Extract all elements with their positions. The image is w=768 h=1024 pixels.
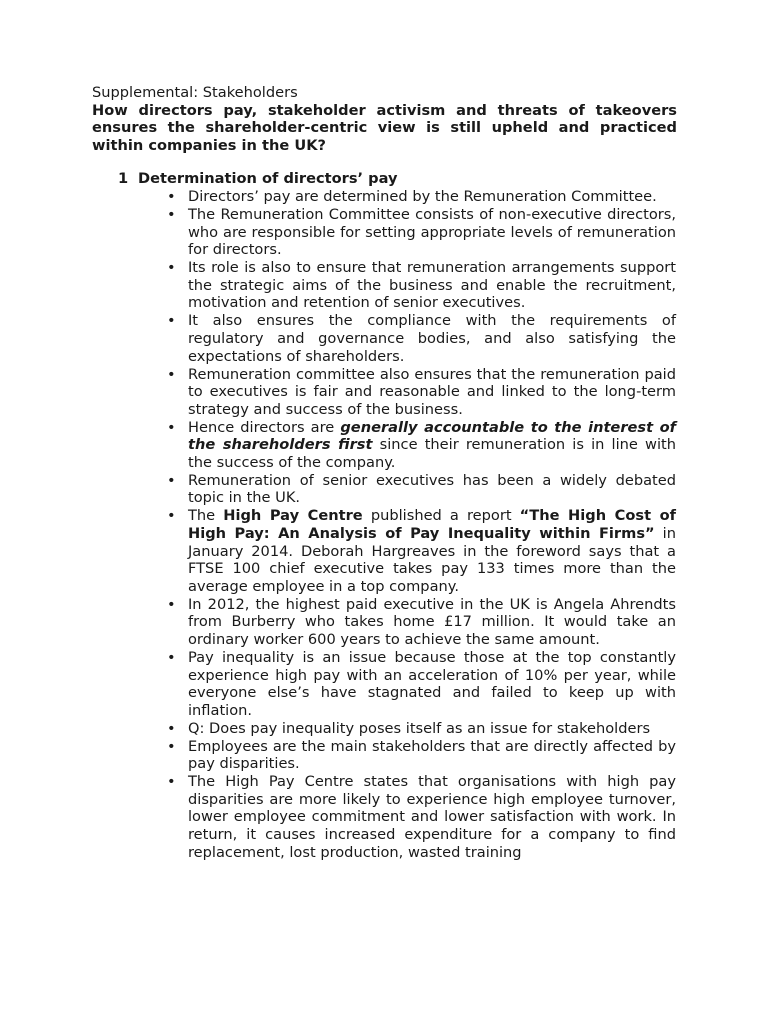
bullet-text: The High Pay Centre states that organisations with high pay disparities are more likely to experience high employee turnover, lower employee commitment and lower satisfaction with work. In return, it causes increased expenditure for a company to find replacement, lost production, wasted training: [188, 773, 676, 861]
list-item: [164, 419, 676, 472]
section-1: [118, 170, 678, 188]
section-title: Determination of directors’ pay: [138, 170, 398, 187]
bullet-list: [164, 188, 676, 862]
bullet-text: It also ensures the compliance with the requirements of regulatory and governance bodies, and also satisfying the expectations of shareholders.: [188, 312, 676, 365]
bullet-text-pre: Hence directors are: [188, 418, 341, 436]
list-item: [164, 649, 676, 719]
bullet-text: Remuneration committee also ensures that the remuneration paid to executives is fair and reasonable and linked to the long-term strategy and success of the business.: [188, 365, 676, 418]
list-item: [164, 206, 676, 259]
bullet-text: Its role is also to ensure that remuneration arrangements support the strategic aims of the business and enable the recruitment, motivation and retention of senior executives.: [188, 259, 676, 312]
organisation-name: High Pay Centre: [223, 507, 363, 525]
emphasis-text: generally accountable to the interest of the shareholders first: [188, 418, 676, 454]
bullet-icon: •: [167, 595, 176, 613]
bullet-icon: •: [167, 312, 176, 330]
bullet-text: The Remuneration Committee consists of non-executive directors, who are responsible for setting appropriate levels of remuneration for directors.: [188, 205, 676, 259]
bullet-icon: •: [167, 259, 176, 277]
list-item: [164, 720, 676, 738]
document-header: [92, 84, 677, 154]
bullet-text-pre: The: [188, 507, 224, 525]
list-item: [164, 366, 676, 419]
bullet-text: Pay inequality is an issue because those at the top constantly experience high pay with an acceleration of 10% per year, while everyone else’s have stagnated and failed to keep up with inflation.: [188, 648, 676, 719]
section-heading: [118, 170, 678, 188]
report-title: “The High Cost of High Pay: An Analysis of Pay Inequality within Firms”: [188, 507, 676, 543]
research-question: How directors pay, stakeholder activism and threats of takeovers ensures the shareholder-centric view is still upheld and practiced within companies in the UK?: [92, 101, 677, 154]
bullet-icon: •: [167, 418, 176, 436]
bullet-text: Employees are the main stakeholders that are directly affected by pay disparities.: [188, 737, 676, 773]
bullet-text: Remuneration of senior executives has been a widely debated topic in the UK.: [188, 471, 676, 507]
bullet-icon: •: [167, 471, 176, 489]
list-item: [164, 259, 676, 312]
document-subtitle: Supplemental: Stakeholders: [92, 84, 298, 101]
list-item: [164, 188, 676, 206]
bullet-text-mid: published a report: [362, 507, 520, 525]
bullet-icon: •: [167, 507, 176, 525]
bullet-text-post: in January 2014. Deborah Hargreaves in the foreword says that a FTSE 100 chief executive takes pay 133 times more than the average employee in a top company.: [188, 525, 676, 595]
bullet-icon: •: [167, 365, 176, 383]
list-item: [164, 596, 676, 649]
list-item: [164, 507, 676, 595]
bullet-text: In 2012, the highest paid executive in the UK is Angela Ahrendts from Burberry who takes home £17 million. It would take an ordinary worker 600 years to achieve the same amount.: [188, 595, 676, 648]
list-item: [164, 738, 676, 773]
bullet-icon: •: [167, 719, 176, 737]
bullet-text: Directors’ pay are determined by the Remuneration Committee.: [188, 188, 657, 205]
bullet-icon: •: [167, 773, 176, 791]
bullet-text: Q: Does pay inequality poses itself as an issue for stakeholders: [188, 719, 651, 737]
list-item: [164, 773, 676, 861]
list-item: [164, 312, 676, 365]
bullet-text-post: since their remuneration is in line with the success of the company.: [188, 436, 677, 471]
list-item: [164, 472, 676, 507]
bullet-icon: •: [167, 737, 176, 755]
bullet-icon: •: [167, 205, 176, 223]
section-number: 1: [118, 170, 129, 187]
bullet-icon: •: [167, 648, 176, 666]
bullet-icon: •: [167, 188, 176, 205]
